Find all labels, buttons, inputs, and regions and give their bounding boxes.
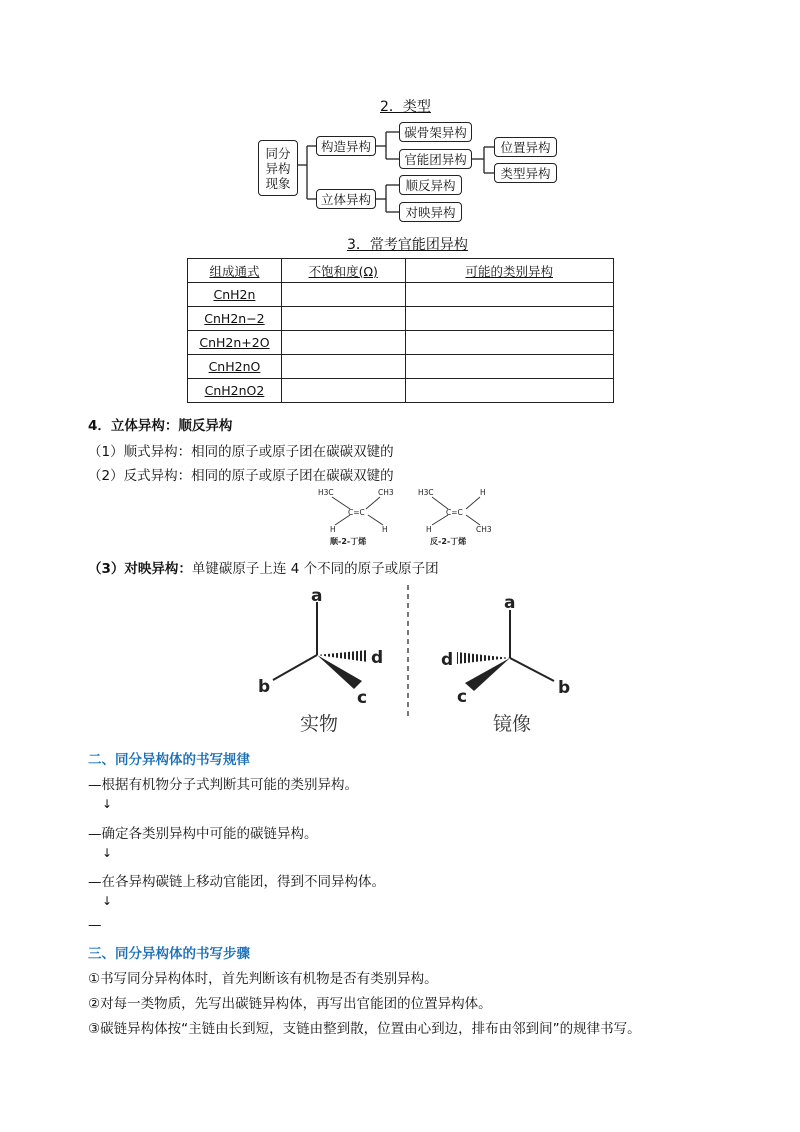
- table-row: [188, 355, 614, 379]
- trans-isomer-text: （2）反式异构：相同的原子或原子团在碳碳双键的: [88, 468, 394, 484]
- trans-butene-name: 反-2-丁烯: [430, 537, 467, 546]
- butene-structures: [310, 484, 510, 548]
- table-header: 组成通式: [188, 259, 282, 283]
- trans-cc: C=C: [446, 508, 463, 517]
- enantiomer-diagram: [240, 580, 600, 740]
- tree-enantiomer-box: 对映异构: [399, 202, 462, 222]
- enantiomer-label: （3）对映异构：: [88, 561, 192, 577]
- cis-cc: C=C: [348, 508, 365, 517]
- section3-title: 3．常考官能团异构: [347, 237, 468, 253]
- formula-cell: CnH2nO: [188, 355, 282, 379]
- rules-heading: 二、同分异构体的书写规律: [88, 752, 250, 768]
- formula-cell: CnH2n−2: [188, 307, 282, 331]
- table-row: [188, 331, 614, 355]
- right-label-c: c: [457, 687, 468, 707]
- tree-construct-box: 构造异构: [316, 136, 376, 156]
- mirror-image-label: 镜像: [493, 713, 532, 735]
- rule-step-4: —: [88, 917, 102, 933]
- isomer-table: [187, 258, 614, 403]
- tree-type-box: 类型异构: [494, 163, 557, 183]
- table-header: 不饱和度(Ω): [281, 259, 405, 283]
- tree-cis-trans-box: 顺反异构: [399, 175, 462, 195]
- tree-carbon-skeleton-box: 碳骨架异构: [399, 122, 472, 142]
- trans-h-left: H: [426, 525, 432, 534]
- formula-cell: CnH2nO2: [188, 379, 282, 403]
- down-arrow-icon: ↓: [102, 846, 113, 860]
- classification-tree-lines: [0, 0, 800, 230]
- rule-step-2: —确定各类别异构中可能的碳链异构。: [88, 826, 318, 842]
- trans-h-right: H: [480, 488, 486, 497]
- cis-isomer-text: （1）顺式异构：相同的原子或原子团在碳碳双键的: [88, 444, 394, 460]
- table-row: [188, 283, 614, 307]
- tree-stereo-box: 立体异构: [316, 189, 376, 209]
- tree-root-box: 同分 异构 现象: [258, 140, 298, 196]
- section4-title: 4．立体异构：顺反异构: [88, 418, 233, 434]
- step-1: ①书写同分异构体时，首先判断该有机物是否有类别异构。: [88, 971, 438, 987]
- enantiomer-text: 单键碳原子上连 4 个不同的原子或原子团: [191, 561, 439, 577]
- cis-butene-name: 顺-2-丁烯: [330, 537, 367, 546]
- tree-position-box: 位置异构: [494, 137, 557, 157]
- left-label-a: a: [311, 586, 323, 606]
- real-object-label: 实物: [300, 713, 339, 735]
- cis-ch3-right: CH3: [378, 488, 394, 497]
- section2-title: 2．类型: [380, 99, 431, 115]
- table-header: 可能的类别异构: [405, 259, 613, 283]
- cis-h-left: H: [330, 525, 336, 534]
- left-label-b: b: [258, 677, 271, 697]
- down-arrow-icon: ↓: [102, 894, 113, 908]
- table-row: [188, 379, 614, 403]
- rule-step-3: —在各异构碳链上移动官能团，得到不同异构体。: [88, 874, 385, 890]
- rule-step-1: —根据有机物分子式判断其可能的类别异构。: [88, 777, 358, 793]
- right-label-b: b: [558, 678, 571, 698]
- enantiomer-line: [88, 557, 439, 577]
- left-label-c: c: [357, 688, 368, 708]
- trans-ch3-left: H3C: [418, 488, 434, 497]
- down-arrow-icon: ↓: [102, 797, 113, 811]
- table-row: [188, 307, 614, 331]
- steps-heading: 三、同分异构体的书写步骤: [88, 946, 250, 962]
- cis-ch3-left: H3C: [318, 488, 334, 497]
- right-label-a: a: [504, 593, 516, 613]
- formula-cell: CnH2n: [188, 283, 282, 307]
- trans-ch3-right: CH3: [476, 525, 492, 534]
- step-3: ③碳链异构体按“主链由长到短，支链由整到散，位置由心到边，排布由邻到间”的规律书写。: [88, 1021, 641, 1037]
- cis-h-right: H: [382, 525, 388, 534]
- formula-cell: CnH2n+2O: [188, 331, 282, 355]
- left-label-d: d: [371, 648, 384, 668]
- step-2: ②对每一类物质，先写出碳链异构体，再写出官能团的位置异构体。: [88, 996, 492, 1012]
- right-label-d: d: [441, 650, 454, 670]
- tree-functional-group-box: 官能团异构: [399, 149, 472, 169]
- table-header-row: [188, 259, 614, 283]
